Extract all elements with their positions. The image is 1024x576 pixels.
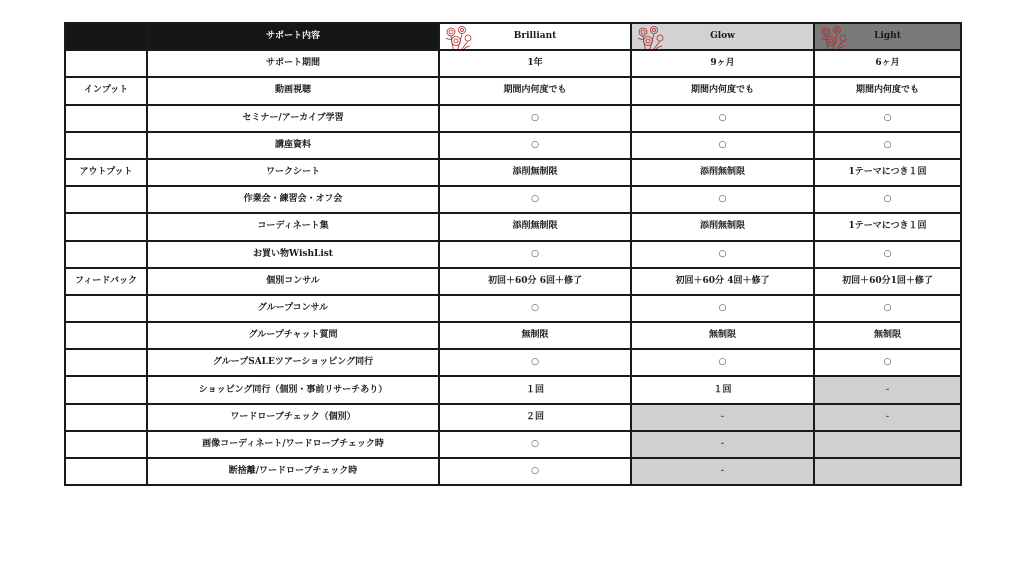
value-cell-brilliant: ○ — [439, 241, 631, 268]
value-cell-brilliant: ○ — [439, 349, 631, 376]
plan-name-light: Light — [874, 31, 901, 42]
value-cell-glow: ○ — [631, 186, 814, 213]
table-row — [65, 105, 961, 132]
table-row — [65, 295, 961, 322]
support-item-cell: グループSALEツアーショッピング同行 — [147, 349, 439, 376]
value-cell-light: ○ — [814, 241, 961, 268]
table-row — [65, 268, 961, 295]
value-cell-brilliant: ○ — [439, 431, 631, 458]
header-row — [65, 23, 961, 50]
flower-icon — [442, 24, 476, 50]
category-cell — [65, 186, 147, 213]
value-cell-brilliant: ○ — [439, 186, 631, 213]
value-cell-light: 期間内何度でも — [814, 77, 961, 104]
plan-header-light — [814, 23, 961, 50]
support-item-cell: 動画視聴 — [147, 77, 439, 104]
table-row — [65, 376, 961, 403]
value-cell-glow: 期間内何度でも — [631, 77, 814, 104]
category-cell — [65, 376, 147, 403]
value-cell-glow: - — [631, 431, 814, 458]
category-cell — [65, 213, 147, 240]
support-item-cell: 講座資料 — [147, 132, 439, 159]
value-cell-light — [814, 431, 961, 458]
header-category-cell — [65, 23, 147, 50]
value-cell-glow: 添削無制限 — [631, 213, 814, 240]
value-cell-light: - — [814, 404, 961, 431]
plan-name-glow: Glow — [710, 31, 735, 42]
category-cell — [65, 431, 147, 458]
value-cell-glow: - — [631, 458, 814, 485]
value-cell-brilliant: ○ — [439, 458, 631, 485]
value-cell-brilliant: 初回＋60分 6回＋修了 — [439, 268, 631, 295]
value-cell-brilliant: ２回 — [439, 404, 631, 431]
value-cell-glow: １回 — [631, 376, 814, 403]
plan-comparison-table — [64, 22, 962, 486]
value-cell-brilliant: 期間内何度でも — [439, 77, 631, 104]
support-item-cell: グループチャット質問 — [147, 322, 439, 349]
value-cell-brilliant: 添削無制限 — [439, 213, 631, 240]
plan-name-brilliant: Brilliant — [513, 31, 557, 42]
table-row — [65, 241, 961, 268]
value-cell-glow: ○ — [631, 295, 814, 322]
support-item-cell: 画像コーディネート/ワードローブチェック時 — [147, 431, 439, 458]
support-item-cell: ワードローブチェック（個別） — [147, 404, 439, 431]
value-cell-brilliant: １回 — [439, 376, 631, 403]
value-cell-glow: ○ — [631, 349, 814, 376]
value-cell-glow: 初回＋60分 4回＋修了 — [631, 268, 814, 295]
category-cell — [65, 458, 147, 485]
table-row — [65, 77, 961, 104]
value-cell-light: ○ — [814, 186, 961, 213]
table-row — [65, 159, 961, 186]
value-cell-light: ○ — [814, 295, 961, 322]
value-cell-glow: 9ヶ月 — [631, 50, 814, 77]
support-item-cell: お買い物WishList — [147, 241, 439, 268]
table-row — [65, 404, 961, 431]
plan-comparison-table-wrap — [64, 22, 962, 486]
category-cell — [65, 105, 147, 132]
support-item-cell: 断捨離/ワードローブチェック時 — [147, 458, 439, 485]
category-cell — [65, 241, 147, 268]
support-item-cell: ワークシート — [147, 159, 439, 186]
table-row — [65, 186, 961, 213]
header-support-label: サポート内容 — [147, 23, 439, 50]
table-row — [65, 213, 961, 240]
flower-icon — [817, 24, 851, 50]
category-cell: アウトプット — [65, 159, 147, 186]
value-cell-brilliant: 添削無制限 — [439, 159, 631, 186]
category-cell — [65, 50, 147, 77]
value-cell-brilliant: ○ — [439, 295, 631, 322]
support-item-cell: 作業会・練習会・オフ会 — [147, 186, 439, 213]
category-cell: フィードバック — [65, 268, 147, 295]
value-cell-light: 6ヶ月 — [814, 50, 961, 77]
value-cell-light: 無制限 — [814, 322, 961, 349]
value-cell-glow: ○ — [631, 105, 814, 132]
value-cell-glow: ○ — [631, 132, 814, 159]
support-item-cell: コーディネート集 — [147, 213, 439, 240]
table-row — [65, 132, 961, 159]
category-cell — [65, 132, 147, 159]
category-cell — [65, 404, 147, 431]
value-cell-brilliant: ○ — [439, 105, 631, 132]
plan-header-glow — [631, 23, 814, 50]
support-item-cell: サポート期間 — [147, 50, 439, 77]
table-row — [65, 322, 961, 349]
support-item-cell: ショッピング同行（個別・事前リサーチあり） — [147, 376, 439, 403]
support-item-cell: セミナー/アーカイブ学習 — [147, 105, 439, 132]
category-cell — [65, 349, 147, 376]
support-item-cell: グループコンサル — [147, 295, 439, 322]
value-cell-light: 1テーマにつき１回 — [814, 159, 961, 186]
flower-icon — [634, 24, 668, 50]
value-cell-light: ○ — [814, 105, 961, 132]
category-cell — [65, 295, 147, 322]
value-cell-brilliant: 無制限 — [439, 322, 631, 349]
table-body — [65, 23, 961, 485]
value-cell-glow: 無制限 — [631, 322, 814, 349]
value-cell-light: - — [814, 376, 961, 403]
value-cell-light: 1テーマにつき１回 — [814, 213, 961, 240]
category-cell — [65, 322, 147, 349]
support-item-cell: 個別コンサル — [147, 268, 439, 295]
value-cell-glow: 添削無制限 — [631, 159, 814, 186]
plan-header-brilliant — [439, 23, 631, 50]
value-cell-brilliant: 1年 — [439, 50, 631, 77]
value-cell-light: ○ — [814, 349, 961, 376]
table-row — [65, 50, 961, 77]
value-cell-brilliant: ○ — [439, 132, 631, 159]
table-row — [65, 431, 961, 458]
value-cell-light: ○ — [814, 132, 961, 159]
value-cell-light: 初回＋60分1回＋修了 — [814, 268, 961, 295]
category-cell: インプット — [65, 77, 147, 104]
value-cell-glow: - — [631, 404, 814, 431]
value-cell-glow: ○ — [631, 241, 814, 268]
table-row — [65, 349, 961, 376]
table-row — [65, 458, 961, 485]
value-cell-light — [814, 458, 961, 485]
